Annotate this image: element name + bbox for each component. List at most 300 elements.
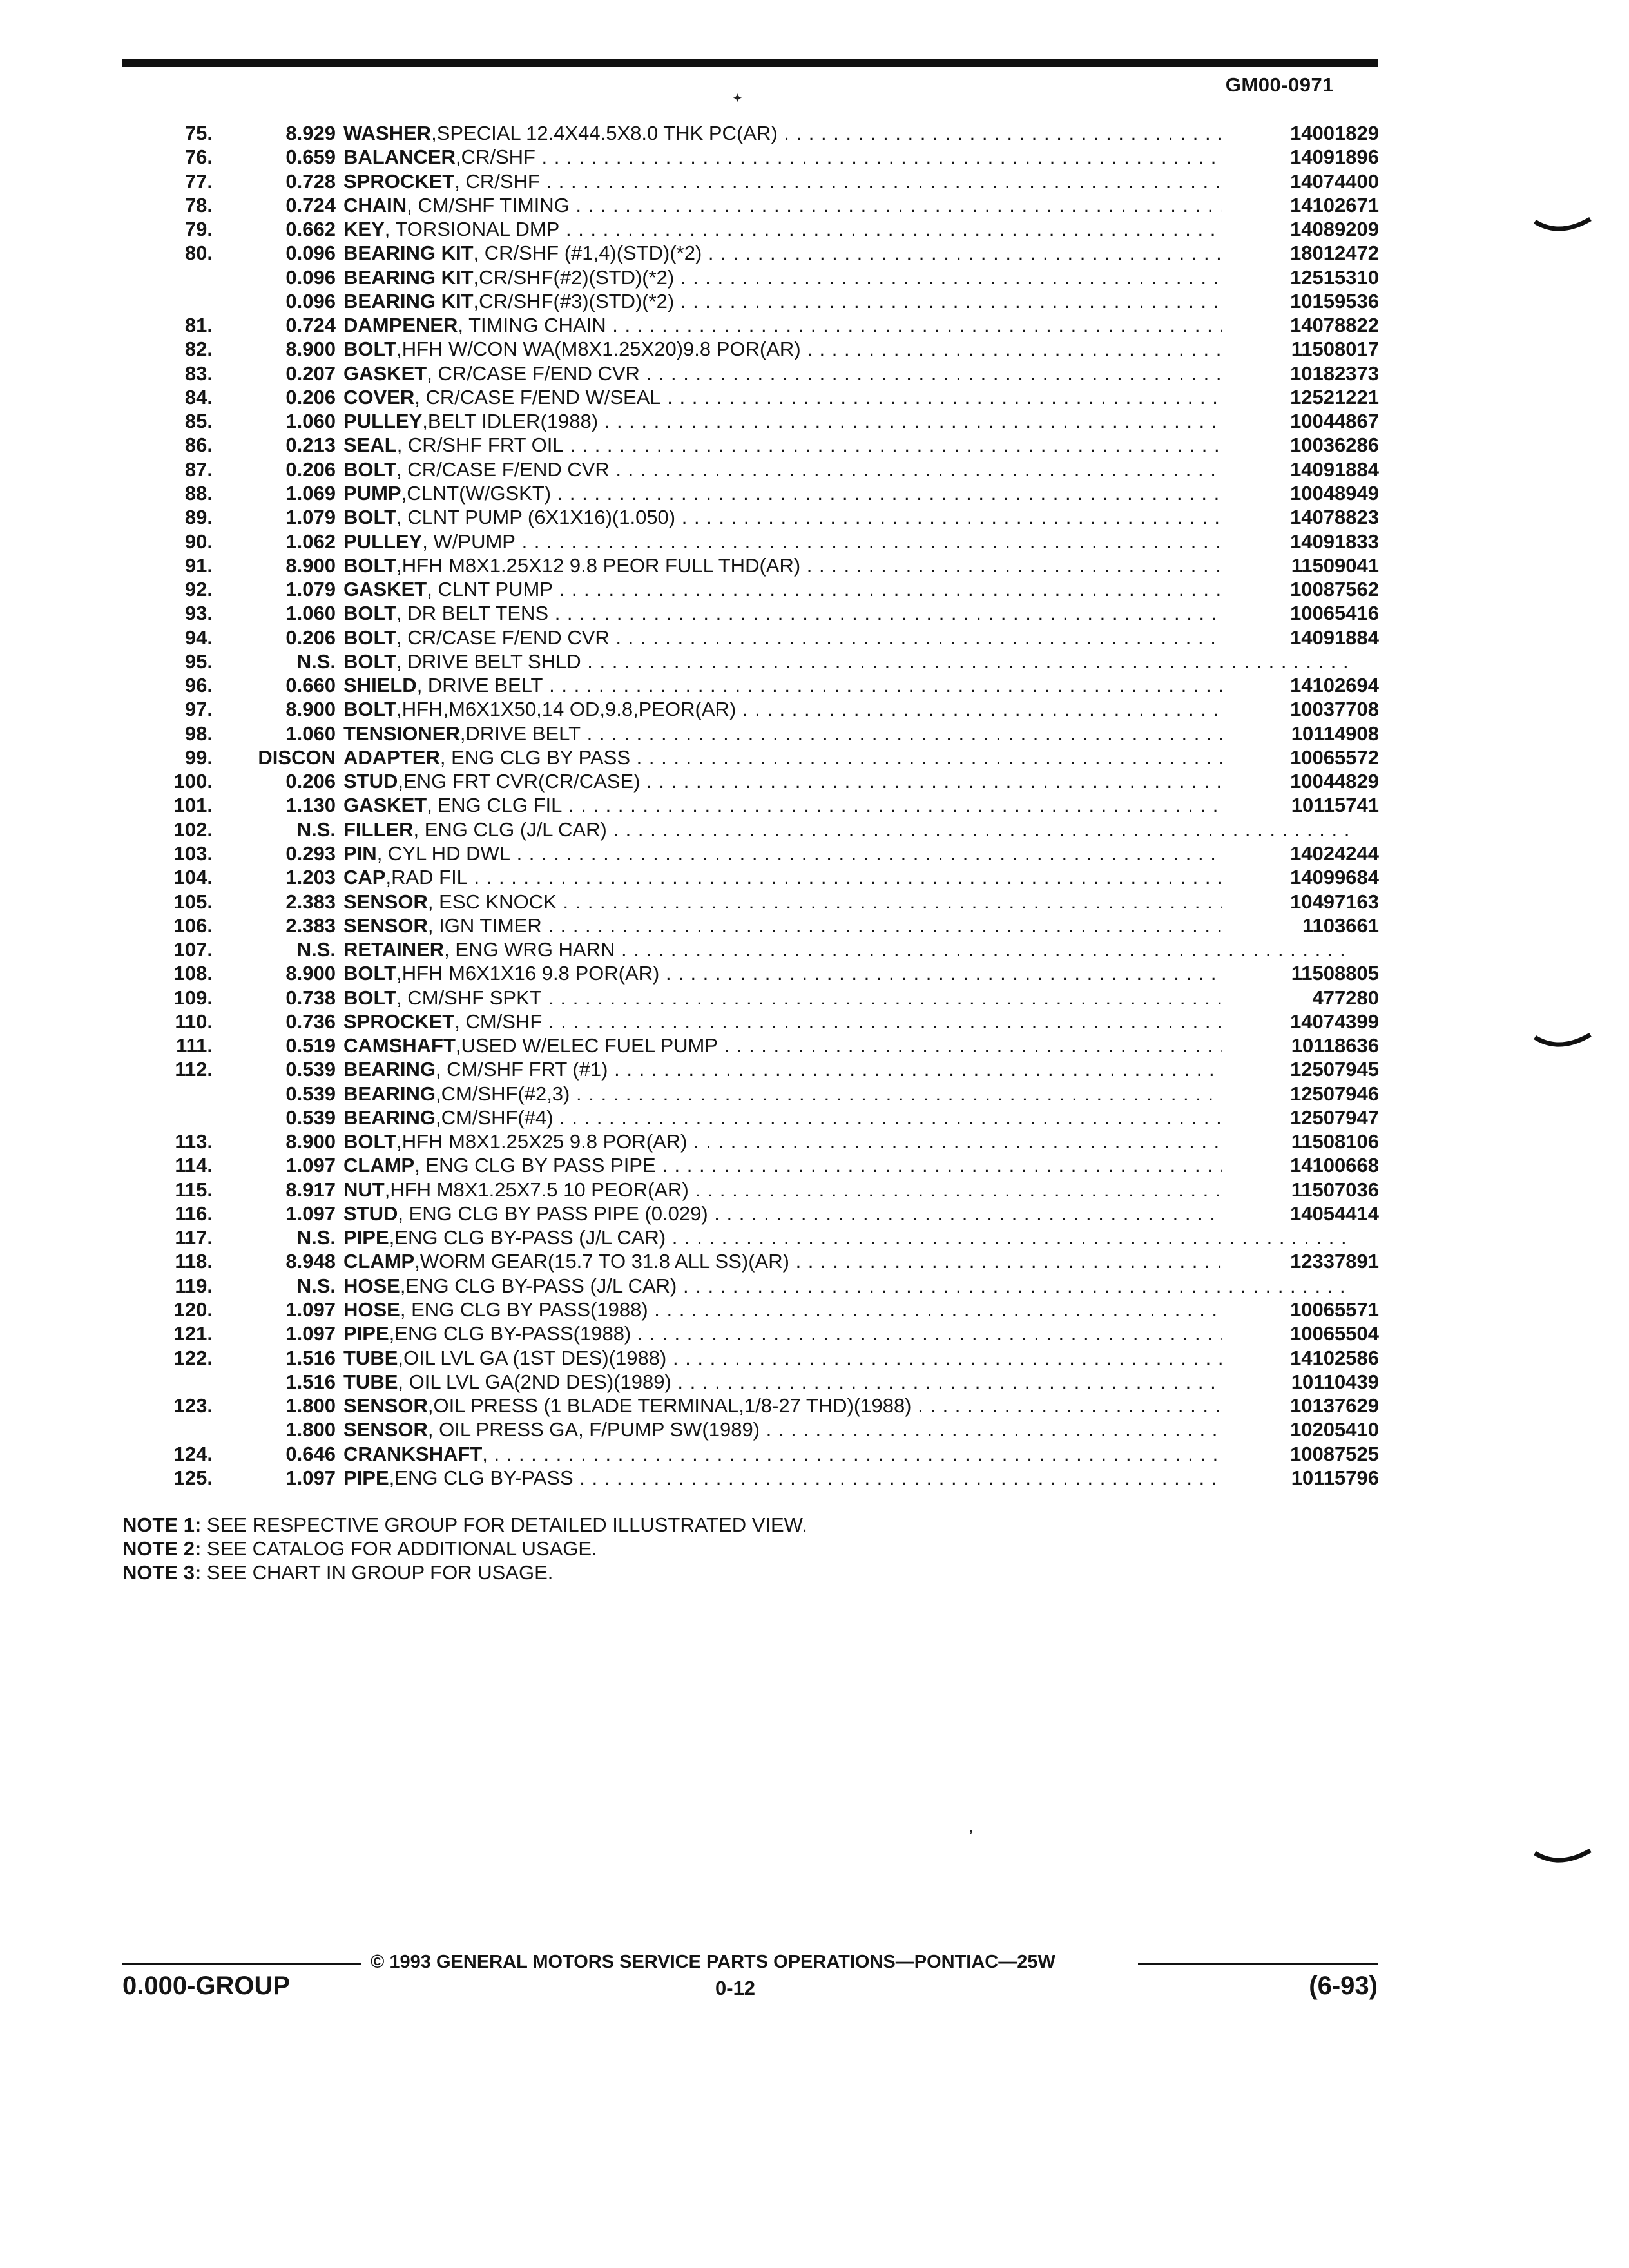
part-number: 10087562 bbox=[1222, 577, 1379, 601]
part-detail: ,RAD FIL bbox=[385, 866, 468, 889]
part-number: 14074399 bbox=[1222, 1010, 1379, 1033]
binding-hole-mark bbox=[1534, 1028, 1592, 1054]
table-row bbox=[122, 841, 1379, 865]
part-name: SENSOR bbox=[343, 914, 428, 937]
notes-section bbox=[122, 1513, 807, 1584]
part-detail: , DRIVE BELT bbox=[416, 674, 543, 697]
part-name: RETAINER bbox=[343, 938, 445, 961]
part-description bbox=[343, 697, 1349, 721]
part-number: 10065416 bbox=[1222, 601, 1379, 625]
part-name: CHAIN bbox=[343, 193, 407, 216]
item-number: 94. bbox=[184, 626, 213, 649]
part-name: CRANKSHAFT bbox=[343, 1442, 483, 1465]
part-number: 14024244 bbox=[1222, 841, 1379, 865]
part-description bbox=[343, 745, 1349, 769]
part-description bbox=[343, 1129, 1349, 1153]
table-row bbox=[122, 1225, 1379, 1249]
part-description bbox=[343, 481, 1349, 505]
part-description bbox=[343, 961, 1349, 985]
item-number: 98. bbox=[184, 722, 213, 745]
part-name: BOLT bbox=[343, 602, 397, 625]
group-number: N.S. bbox=[296, 1226, 336, 1249]
group-number: DISCON bbox=[258, 745, 336, 769]
part-detail: ,HFH M8X1.25X7.5 10 PEOR(AR) bbox=[384, 1178, 689, 1201]
item-number: 118. bbox=[175, 1250, 213, 1273]
group-number: 1.800 bbox=[285, 1394, 336, 1418]
item-number: 120. bbox=[173, 1298, 213, 1321]
part-description bbox=[343, 337, 1349, 361]
item-number: 88. bbox=[184, 481, 213, 505]
part-number: 14091833 bbox=[1222, 530, 1379, 553]
table-row bbox=[122, 505, 1379, 529]
table-row bbox=[122, 745, 1379, 769]
part-detail: ,CLNT(W/GSKT) bbox=[401, 481, 552, 505]
group-number: 1.800 bbox=[285, 1418, 336, 1441]
part-number: 14091884 bbox=[1222, 626, 1379, 649]
part-description bbox=[343, 769, 1349, 793]
group-number: 0.539 bbox=[285, 1058, 336, 1081]
part-description bbox=[343, 1010, 1349, 1033]
part-description bbox=[343, 553, 1349, 577]
table-row bbox=[122, 769, 1379, 793]
table-row bbox=[122, 1274, 1379, 1298]
part-detail: , TIMING CHAIN bbox=[458, 314, 606, 337]
group-number: 8.900 bbox=[285, 553, 336, 577]
group-label: 0.000-GROUP bbox=[122, 1972, 291, 2000]
part-number: 14054414 bbox=[1222, 1202, 1379, 1225]
table-row bbox=[122, 121, 1379, 145]
table-row bbox=[122, 457, 1379, 481]
table-row bbox=[122, 1370, 1379, 1394]
part-description bbox=[343, 1225, 1349, 1249]
document-id: GM00-0971 bbox=[1225, 73, 1334, 96]
group-number: 0.096 bbox=[285, 289, 336, 312]
group-number: 0.659 bbox=[285, 146, 336, 169]
group-number: 0.096 bbox=[285, 242, 336, 265]
part-number: 10065504 bbox=[1222, 1321, 1379, 1345]
part-detail: , CR/CASE F/END CVR bbox=[427, 361, 640, 385]
part-detail: , CM/SHF bbox=[454, 1010, 543, 1033]
note-text: SEE CATALOG FOR ADDITIONAL USAGE. bbox=[206, 1537, 597, 1560]
table-row bbox=[122, 626, 1379, 649]
part-detail: , ENG WRG HARN bbox=[444, 938, 615, 961]
part-number: 10118636 bbox=[1222, 1033, 1379, 1057]
part-name: KEY bbox=[343, 218, 385, 241]
part-description bbox=[343, 457, 1349, 481]
note-text: SEE RESPECTIVE GROUP FOR DETAILED ILLUSTRATED VIEW. bbox=[206, 1514, 807, 1536]
group-number: 0.539 bbox=[285, 1082, 336, 1105]
part-number: 10205410 bbox=[1222, 1418, 1379, 1441]
part-number: 477280 bbox=[1222, 986, 1379, 1010]
part-name: PIPE bbox=[343, 1322, 389, 1345]
table-row bbox=[122, 1106, 1379, 1129]
part-description bbox=[343, 818, 1349, 841]
part-number: 10065571 bbox=[1222, 1298, 1379, 1321]
group-number: 8.900 bbox=[285, 338, 336, 361]
part-description bbox=[343, 1082, 1349, 1106]
part-number: 14099684 bbox=[1222, 865, 1379, 889]
part-number: 10087525 bbox=[1222, 1442, 1379, 1466]
table-row bbox=[122, 385, 1379, 409]
part-name: TENSIONER bbox=[343, 722, 460, 745]
item-number: 115. bbox=[175, 1178, 213, 1201]
part-name: SENSOR bbox=[343, 1394, 428, 1418]
top-rule bbox=[122, 59, 1378, 67]
table-row bbox=[122, 1033, 1379, 1057]
part-name: BOLT bbox=[343, 506, 397, 529]
part-description bbox=[343, 217, 1349, 241]
part-number: 10044867 bbox=[1222, 409, 1379, 433]
item-number: 112. bbox=[175, 1058, 213, 1081]
part-detail: ,CR/SHF(#2)(STD)(*2) bbox=[473, 265, 675, 289]
part-name: PUMP bbox=[343, 481, 401, 505]
part-name: TUBE bbox=[343, 1370, 398, 1393]
part-name: BOLT bbox=[343, 457, 397, 481]
part-detail: ,ENG CLG BY-PASS (J/L CAR) bbox=[400, 1274, 677, 1297]
table-row bbox=[122, 193, 1379, 217]
part-number: 14102671 bbox=[1222, 193, 1379, 217]
item-number: 105. bbox=[173, 890, 213, 913]
part-detail: ,ENG CLG BY-PASS (J/L CAR) bbox=[389, 1226, 666, 1249]
group-number: 8.900 bbox=[285, 1130, 336, 1153]
table-row bbox=[122, 722, 1379, 745]
group-number: 1.516 bbox=[285, 1346, 336, 1369]
item-number: 106. bbox=[173, 914, 213, 937]
item-number: 80. bbox=[184, 242, 213, 265]
part-name: BEARING bbox=[343, 1082, 436, 1105]
scan-speck: , bbox=[969, 1821, 973, 1835]
table-row bbox=[122, 1442, 1379, 1466]
part-number: 10115796 bbox=[1222, 1466, 1379, 1490]
item-number: 113. bbox=[175, 1130, 213, 1153]
table-row bbox=[122, 601, 1379, 625]
table-row bbox=[122, 697, 1379, 721]
group-number: 1.097 bbox=[285, 1298, 336, 1321]
table-row bbox=[122, 361, 1379, 385]
group-number: 0.738 bbox=[285, 986, 336, 1009]
part-description bbox=[343, 1298, 1349, 1321]
table-row bbox=[122, 241, 1379, 265]
part-number: 14102586 bbox=[1222, 1346, 1379, 1370]
part-description bbox=[343, 145, 1349, 169]
item-number: 86. bbox=[184, 434, 213, 457]
item-number: 101. bbox=[173, 794, 213, 817]
group-number: 0.728 bbox=[285, 169, 336, 193]
part-detail: ,CM/SHF(#4) bbox=[435, 1106, 554, 1129]
group-number: 1.079 bbox=[285, 578, 336, 601]
part-name: SENSOR bbox=[343, 890, 428, 913]
part-name: CAMSHAFT bbox=[343, 1034, 456, 1057]
part-number: 1103661 bbox=[1222, 914, 1379, 937]
part-detail: ,CR/SHF bbox=[455, 146, 535, 169]
part-number: 11507036 bbox=[1222, 1178, 1379, 1202]
part-detail: ,ENG FRT CVR(CR/CASE) bbox=[398, 770, 641, 793]
part-number: 14091896 bbox=[1222, 145, 1379, 169]
table-row bbox=[122, 1178, 1379, 1202]
part-number: 10137629 bbox=[1222, 1394, 1379, 1418]
part-description bbox=[343, 433, 1349, 457]
part-detail: ,SPECIAL 12.4X44.5X8.0 THK PC(AR) bbox=[431, 122, 778, 144]
item-number: 96. bbox=[184, 674, 213, 697]
part-detail: , IGN TIMER bbox=[427, 914, 542, 937]
group-number: 1.203 bbox=[285, 866, 336, 889]
group-number: 2.383 bbox=[285, 890, 336, 913]
table-row bbox=[122, 1249, 1379, 1273]
part-name: CAP bbox=[343, 866, 386, 889]
table-row bbox=[122, 433, 1379, 457]
page-number: 0-12 bbox=[715, 1977, 756, 1999]
part-number: 12507945 bbox=[1222, 1057, 1379, 1081]
table-row bbox=[122, 169, 1379, 193]
part-name: PULLEY bbox=[343, 410, 423, 433]
part-description bbox=[343, 1178, 1349, 1202]
note-line bbox=[122, 1537, 807, 1561]
part-detail: ,HFH M6X1X16 9.8 POR(AR) bbox=[396, 962, 660, 985]
part-description bbox=[343, 673, 1349, 697]
part-name: BOLT bbox=[343, 1130, 397, 1153]
part-description bbox=[343, 313, 1349, 337]
item-number: 85. bbox=[184, 410, 213, 433]
part-detail: ,ENG CLG BY-PASS(1988) bbox=[389, 1322, 631, 1345]
group-number: 0.293 bbox=[285, 841, 336, 865]
part-detail: , CLNT PUMP (6X1X16)(1.050) bbox=[396, 506, 676, 529]
table-row bbox=[122, 289, 1379, 313]
group-number: 0.206 bbox=[285, 385, 336, 408]
item-number: 81. bbox=[184, 314, 213, 337]
part-name: PIPE bbox=[343, 1226, 389, 1249]
part-detail: , OIL LVL GA(2ND DES)(1989) bbox=[398, 1370, 671, 1393]
part-detail: ,WORM GEAR(15.7 TO 31.8 ALL SS)(AR) bbox=[414, 1250, 789, 1273]
table-row bbox=[122, 409, 1379, 433]
part-number: 10182373 bbox=[1222, 361, 1379, 385]
part-description bbox=[343, 577, 1349, 601]
part-name: GASKET bbox=[343, 578, 427, 601]
part-name: PIPE bbox=[343, 1466, 389, 1489]
part-description bbox=[343, 409, 1349, 433]
part-number: 11508106 bbox=[1222, 1129, 1379, 1153]
item-number: 82. bbox=[184, 338, 213, 361]
part-description bbox=[343, 865, 1349, 889]
group-number: 1.097 bbox=[285, 1202, 336, 1225]
part-description bbox=[343, 241, 1349, 265]
group-number: 0.206 bbox=[285, 457, 336, 481]
note-text: SEE CHART IN GROUP FOR USAGE. bbox=[206, 1561, 554, 1584]
part-number: 10110439 bbox=[1222, 1370, 1379, 1394]
part-detail: ,ENG CLG BY-PASS bbox=[389, 1466, 574, 1489]
group-number: 0.213 bbox=[285, 434, 336, 457]
item-number: 110. bbox=[175, 1010, 213, 1033]
part-name: ADAPTER bbox=[343, 745, 440, 769]
part-detail: , CYL HD DWL bbox=[376, 841, 510, 865]
item-number: 121. bbox=[173, 1322, 213, 1345]
part-detail: , bbox=[482, 1442, 488, 1465]
table-row bbox=[122, 937, 1379, 961]
item-number: 123. bbox=[173, 1394, 213, 1418]
part-number: 12521221 bbox=[1222, 385, 1379, 409]
part-number: 10497163 bbox=[1222, 890, 1379, 914]
table-row bbox=[122, 890, 1379, 914]
part-description bbox=[343, 1202, 1349, 1225]
part-description bbox=[343, 1106, 1349, 1129]
item-number: 92. bbox=[184, 578, 213, 601]
table-row bbox=[122, 1057, 1379, 1081]
item-number: 76. bbox=[184, 146, 213, 169]
part-description bbox=[343, 1249, 1349, 1273]
part-description bbox=[343, 937, 1349, 961]
part-name: HOSE bbox=[343, 1274, 400, 1297]
item-number: 93. bbox=[184, 602, 213, 625]
part-detail: ,CM/SHF(#2,3) bbox=[435, 1082, 570, 1105]
part-description bbox=[343, 1033, 1349, 1057]
table-row bbox=[122, 1346, 1379, 1370]
item-number: 99. bbox=[184, 745, 213, 769]
part-name: STUD bbox=[343, 1202, 398, 1225]
table-row bbox=[122, 1010, 1379, 1033]
part-name: HOSE bbox=[343, 1298, 400, 1321]
group-number: 8.917 bbox=[285, 1178, 336, 1201]
table-row bbox=[122, 337, 1379, 361]
parts-list bbox=[122, 121, 1379, 1490]
group-number: 1.060 bbox=[285, 722, 336, 745]
item-number: 75. bbox=[184, 122, 213, 144]
table-row bbox=[122, 961, 1379, 985]
part-detail: , CR/CASE F/END CVR bbox=[396, 457, 610, 481]
part-name: CLAMP bbox=[343, 1250, 415, 1273]
part-name: COVER bbox=[343, 385, 415, 408]
part-name: BALANCER bbox=[343, 146, 456, 169]
group-number: 1.069 bbox=[285, 481, 336, 505]
part-description bbox=[343, 361, 1349, 385]
part-description bbox=[343, 1394, 1349, 1418]
part-number: 10114908 bbox=[1222, 722, 1379, 745]
part-number: 14078822 bbox=[1222, 313, 1379, 337]
group-number: 1.097 bbox=[285, 1322, 336, 1345]
date-code: (6-93) bbox=[1309, 1972, 1378, 2000]
part-description bbox=[343, 1153, 1349, 1177]
part-description bbox=[343, 193, 1349, 217]
part-name: WASHER bbox=[343, 122, 432, 144]
part-detail: , CM/SHF SPKT bbox=[396, 986, 542, 1009]
item-number: 111. bbox=[176, 1034, 213, 1057]
part-number: 10159536 bbox=[1222, 289, 1379, 313]
part-description bbox=[343, 890, 1349, 914]
item-number: 100. bbox=[173, 770, 213, 793]
group-number: 0.207 bbox=[285, 361, 336, 385]
part-description bbox=[343, 626, 1349, 649]
group-number: 1.079 bbox=[285, 506, 336, 529]
binding-hole-mark bbox=[1534, 1844, 1592, 1870]
part-detail: ,HFH M8X1.25X25 9.8 POR(AR) bbox=[396, 1130, 688, 1153]
part-number: 11509041 bbox=[1222, 553, 1379, 577]
item-number: 117. bbox=[175, 1226, 213, 1249]
part-number: 18012472 bbox=[1222, 241, 1379, 265]
table-row bbox=[122, 1321, 1379, 1345]
part-name: BOLT bbox=[343, 626, 397, 649]
group-number: 1.516 bbox=[285, 1370, 336, 1393]
table-row bbox=[122, 1202, 1379, 1225]
part-description bbox=[343, 505, 1349, 529]
table-row bbox=[122, 793, 1379, 817]
group-number: 2.383 bbox=[285, 914, 336, 937]
binding-hole-mark bbox=[1534, 213, 1592, 238]
group-number: 1.097 bbox=[285, 1154, 336, 1177]
part-name: BEARING KIT bbox=[343, 265, 474, 289]
part-description bbox=[343, 986, 1349, 1010]
part-detail: , DR BELT TENS bbox=[396, 602, 549, 625]
part-name: BOLT bbox=[343, 649, 397, 673]
item-number: 95. bbox=[184, 649, 213, 673]
item-number: 83. bbox=[184, 361, 213, 385]
footer-rule-right bbox=[1138, 1963, 1378, 1965]
part-name: BOLT bbox=[343, 338, 397, 361]
part-name: PIN bbox=[343, 841, 377, 865]
table-row bbox=[122, 673, 1379, 697]
part-number: 12507946 bbox=[1222, 1082, 1379, 1106]
part-description bbox=[343, 1466, 1349, 1490]
group-number: 8.900 bbox=[285, 698, 336, 721]
table-row bbox=[122, 986, 1379, 1010]
part-name: CLAMP bbox=[343, 1154, 415, 1177]
part-detail: , CR/CASE F/END CVR bbox=[396, 626, 610, 649]
group-number: 0.724 bbox=[285, 193, 336, 216]
group-number: 0.646 bbox=[285, 1442, 336, 1465]
table-row bbox=[122, 1418, 1379, 1441]
part-name: BOLT bbox=[343, 553, 397, 577]
part-detail: , CR/SHF FRT OIL bbox=[396, 434, 564, 457]
part-name: SEAL bbox=[343, 434, 397, 457]
part-detail: , CR/CASE F/END W/SEAL bbox=[414, 385, 661, 408]
part-description bbox=[343, 530, 1349, 553]
part-description bbox=[343, 1057, 1349, 1081]
part-name: SENSOR bbox=[343, 1418, 428, 1441]
part-name: SHIELD bbox=[343, 674, 417, 697]
part-name: BEARING bbox=[343, 1058, 436, 1081]
part-name: BEARING KIT bbox=[343, 242, 474, 265]
part-number: 10037708 bbox=[1222, 697, 1379, 721]
note-label: NOTE 3: bbox=[122, 1561, 202, 1584]
group-number: 0.736 bbox=[285, 1010, 336, 1033]
part-description bbox=[343, 1370, 1349, 1394]
item-number: 79. bbox=[184, 218, 213, 241]
part-description bbox=[343, 1442, 1349, 1466]
part-description bbox=[343, 601, 1349, 625]
group-number: 8.948 bbox=[285, 1250, 336, 1273]
part-description bbox=[343, 1418, 1349, 1441]
item-number: 122. bbox=[173, 1346, 213, 1369]
part-detail: , ENG CLG BY PASS(1988) bbox=[400, 1298, 648, 1321]
part-detail: , CR/SHF (#1,4)(STD)(*2) bbox=[473, 242, 702, 265]
part-detail: ,BELT IDLER(1988) bbox=[422, 410, 599, 433]
table-row bbox=[122, 217, 1379, 241]
part-name: DAMPENER bbox=[343, 314, 458, 337]
part-detail: , CM/SHF TIMING bbox=[407, 193, 570, 216]
item-number: 102. bbox=[173, 818, 213, 841]
group-number: 1.130 bbox=[285, 794, 336, 817]
table-row bbox=[122, 865, 1379, 889]
group-number: 1.062 bbox=[285, 530, 336, 553]
part-number: 14078823 bbox=[1222, 505, 1379, 529]
part-detail: ,OIL PRESS (1 BLADE TERMINAL,1/8-27 THD)(1988) bbox=[427, 1394, 912, 1418]
part-number: 14001829 bbox=[1222, 121, 1379, 145]
part-name: BOLT bbox=[343, 698, 397, 721]
item-number: 104. bbox=[173, 866, 213, 889]
part-detail: ,USED W/ELEC FUEL PUMP bbox=[455, 1034, 718, 1057]
table-row bbox=[122, 1153, 1379, 1177]
note-line bbox=[122, 1513, 807, 1537]
part-number: 11508017 bbox=[1222, 337, 1379, 361]
item-number: 89. bbox=[184, 506, 213, 529]
part-name: BEARING KIT bbox=[343, 289, 474, 312]
